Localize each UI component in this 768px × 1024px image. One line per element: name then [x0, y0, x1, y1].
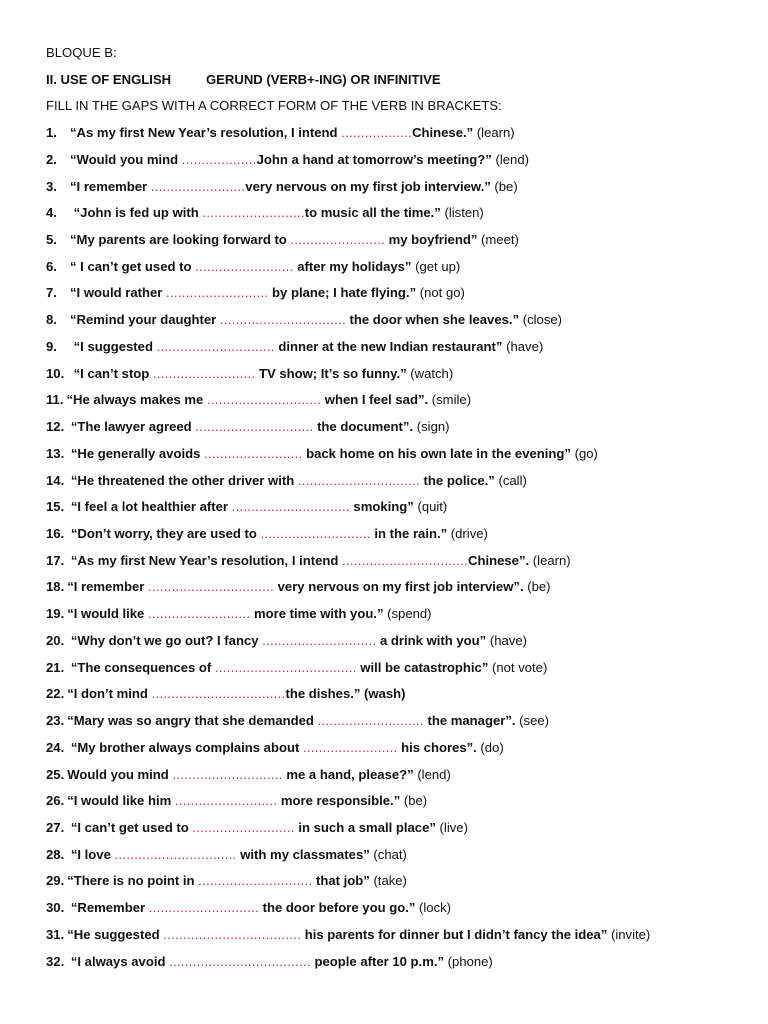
- verb-hint: (go): [570, 445, 598, 461]
- verb-hint: (smile): [428, 392, 472, 408]
- item-text-before-gap: “I suggested: [70, 338, 157, 354]
- item-text-before-gap: “Don’t worry, they are used to: [67, 526, 261, 541]
- verb-hint: (listen): [440, 205, 484, 221]
- verb-hint: (call): [494, 472, 527, 488]
- item-text-after-gap: more time with you.”: [250, 606, 384, 622]
- answer-gap[interactable]: ..........................: [192, 820, 295, 835]
- answer-gap[interactable]: .............................: [198, 873, 313, 889]
- verb-hint: (lend): [413, 766, 451, 782]
- item-text-after-gap: with my classmates”: [236, 846, 370, 862]
- item-number: 23.: [46, 713, 65, 729]
- exercise-item: [46, 686, 406, 702]
- item-text-after-gap: will be catastrophic”: [356, 659, 489, 675]
- item-number: 17.: [46, 552, 65, 568]
- item-text-before-gap: “I remember: [67, 579, 148, 595]
- section-title: II. USE OF ENGLISH: [46, 72, 172, 87]
- answer-gap[interactable]: ..........................: [147, 606, 251, 622]
- verb-hint: (be): [400, 793, 428, 809]
- answer-gap[interactable]: ..........................: [166, 285, 269, 301]
- answer-gap[interactable]: ..............................: [195, 419, 314, 434]
- exercise-item: [46, 125, 515, 141]
- exercise-item: [46, 820, 468, 836]
- exercise-item: [46, 152, 529, 168]
- answer-gap[interactable]: ...................................: [163, 926, 302, 942]
- answer-gap[interactable]: .............................: [262, 632, 377, 648]
- item-number: 6.: [46, 258, 57, 274]
- verb-hint: (invite): [607, 926, 651, 942]
- answer-gap[interactable]: ...................: [181, 151, 257, 167]
- item-text-after-gap: very nervous on my first job interview”.: [274, 579, 524, 595]
- exercise-item: [46, 873, 407, 889]
- verb-hint: (be): [523, 579, 551, 595]
- item-text-before-gap: “As my first New Year’s resolution, I intend: [67, 552, 343, 568]
- verb-hint: (close): [519, 312, 563, 328]
- exercise-item: [46, 419, 450, 435]
- answer-gap[interactable]: ............................: [148, 900, 259, 916]
- answer-gap[interactable]: ....................................: [169, 953, 311, 969]
- item-number: 30.: [46, 900, 65, 916]
- item-text-before-gap: “I don’t mind: [67, 686, 152, 702]
- answer-gap[interactable]: ............................: [172, 766, 283, 782]
- verb-hint: (learn): [529, 552, 571, 568]
- item-number: 10.: [46, 365, 65, 381]
- verb-hint: (have): [486, 632, 527, 648]
- block-heading: BLOQUE B:: [46, 45, 117, 60]
- topic-heading: GERUND (VERB+-ING) OR INFINITIVE: [206, 72, 441, 87]
- item-number: 12.: [46, 419, 65, 434]
- item-text-after-gap: my boyfriend”: [384, 231, 478, 247]
- item-text-before-gap: “The lawyer agreed: [67, 419, 196, 434]
- item-text-after-gap: his parents for dinner but I didn’t fancy the idea”: [301, 926, 608, 942]
- item-number: 11.: [46, 392, 64, 408]
- item-number: 5.: [46, 231, 57, 247]
- item-text-before-gap: “He generally avoids: [67, 445, 205, 461]
- item-text-after-gap: dinner at the new Indian restaurant”: [274, 338, 503, 354]
- answer-gap[interactable]: .............................: [206, 392, 322, 408]
- item-number: 22.: [46, 686, 65, 702]
- item-text-after-gap: a drink with you”: [376, 632, 487, 648]
- item-number: 7.: [46, 285, 57, 301]
- item-text-before-gap: “I can’t get used to: [67, 820, 193, 835]
- exercise-item: [46, 232, 519, 248]
- verb-hint: (spend): [383, 606, 432, 622]
- verb-hint: (take): [369, 873, 407, 889]
- item-text-before-gap: “I love: [67, 846, 115, 862]
- item-text-before-gap: “Remind your daughter: [70, 312, 220, 328]
- item-text-before-gap: “I would like him: [67, 793, 175, 809]
- item-text-before-gap: “My parents are looking forward to: [70, 231, 291, 247]
- item-number: 3.: [46, 178, 57, 194]
- item-text-after-gap: the dishes.” (wash): [285, 686, 406, 702]
- item-text-after-gap: me a hand, please?”: [282, 766, 414, 782]
- answer-gap[interactable]: ...........................: [317, 713, 424, 729]
- item-text-before-gap: “The consequences of: [67, 659, 215, 675]
- answer-gap[interactable]: ........................: [150, 178, 246, 194]
- item-number: 2.: [46, 151, 57, 167]
- item-text-before-gap: “He always makes me: [66, 392, 207, 408]
- item-text-after-gap: Chinese.”: [412, 125, 474, 140]
- answer-gap[interactable]: ...............................: [114, 846, 237, 862]
- verb-hint: (watch): [406, 365, 454, 381]
- answer-gap[interactable]: ..............................: [156, 338, 275, 354]
- item-text-after-gap: very nervous on my first job interview.”: [245, 178, 491, 194]
- item-number: 9.: [46, 338, 57, 354]
- exercise-item: [46, 499, 447, 515]
- answer-gap[interactable]: ...............................: [297, 472, 420, 488]
- item-text-after-gap: people after 10 p.m.”: [310, 953, 445, 969]
- item-number: 29.: [46, 873, 65, 889]
- verb-hint: (chat): [369, 846, 407, 862]
- verb-hint: (not vote): [488, 659, 548, 675]
- item-text-after-gap: in the rain.”: [370, 526, 448, 541]
- item-text-after-gap: to music all the time.”: [304, 205, 441, 221]
- verb-hint: (have): [502, 338, 544, 354]
- item-text-after-gap: by plane; I hate flying.”: [268, 285, 417, 301]
- item-text-before-gap: “John is fed up with: [70, 205, 203, 221]
- exercise-item: [46, 900, 451, 916]
- item-text-before-gap: “I can’t stop: [70, 365, 153, 381]
- verb-hint: (see): [515, 713, 550, 729]
- answer-gap[interactable]: ..........................: [174, 793, 278, 809]
- item-text-after-gap: his chores”.: [397, 739, 477, 755]
- answer-gap[interactable]: ....................................: [214, 659, 357, 675]
- answer-gap[interactable]: ........................: [290, 231, 385, 247]
- verb-hint: (be): [490, 178, 518, 194]
- exercise-item: [46, 713, 549, 729]
- item-number: 15.: [46, 499, 65, 515]
- item-number: 27.: [46, 820, 65, 835]
- item-number: 24.: [46, 739, 65, 755]
- item-text-before-gap: “I would like: [67, 606, 148, 622]
- exercise-item: [46, 205, 484, 221]
- answer-gap[interactable]: .........................: [204, 445, 303, 461]
- item-text-after-gap: John a hand at tomorrow’s meeting?”: [256, 151, 492, 167]
- verb-hint: (quit): [413, 499, 448, 515]
- item-number: 26.: [46, 793, 65, 809]
- item-text-before-gap: “I always avoid: [67, 953, 170, 969]
- verb-hint: (phone): [444, 953, 493, 969]
- verb-hint: (live): [435, 820, 468, 835]
- answer-gap[interactable]: ................................: [342, 552, 469, 568]
- exercise-item: [46, 366, 453, 382]
- item-text-before-gap: Would you mind: [67, 766, 173, 782]
- exercise-item: [46, 660, 547, 676]
- item-text-before-gap: “I feel a lot healthier after: [67, 499, 232, 515]
- exercise-item: [46, 285, 465, 301]
- exercise-item: [46, 847, 407, 863]
- item-text-before-gap: “Would you mind: [70, 151, 182, 167]
- item-text-after-gap: that job”: [312, 873, 370, 889]
- item-text-before-gap: “He threatened the other driver with: [67, 472, 298, 488]
- exercise-item: [46, 179, 518, 195]
- item-text-after-gap: after my holidays”: [293, 258, 412, 274]
- answer-gap[interactable]: ........................: [302, 739, 398, 755]
- answer-gap[interactable]: ..........................: [152, 365, 256, 381]
- item-text-before-gap: “Why don’t we go out? I fancy: [67, 632, 263, 648]
- item-text-before-gap: “As my first New Year’s resolution, I intend: [70, 125, 342, 140]
- item-text-after-gap: the door when she leaves.”: [345, 312, 520, 328]
- verb-hint: (lock): [415, 900, 452, 916]
- answer-gap[interactable]: ..................: [341, 125, 413, 140]
- exercise-item: [46, 526, 488, 542]
- answer-gap[interactable]: ................................: [147, 579, 274, 595]
- exercise-item: [46, 606, 432, 622]
- item-number: 25.: [46, 766, 65, 782]
- item-text-before-gap: “ I can’t get used to: [70, 258, 196, 274]
- answer-gap[interactable]: ..........................: [202, 205, 305, 221]
- item-text-before-gap: “I would rather: [70, 285, 167, 301]
- exercise-item: [46, 579, 551, 595]
- item-number: 16.: [46, 526, 65, 541]
- item-number: 4.: [46, 205, 57, 221]
- item-text-before-gap: “My brother always complains about: [67, 739, 303, 755]
- answer-gap[interactable]: ..................................: [151, 686, 286, 702]
- exercise-item: [46, 633, 527, 649]
- verb-hint: (do): [476, 739, 504, 755]
- answer-gap[interactable]: ..............................: [231, 499, 350, 515]
- verb-hint: (learn): [473, 125, 515, 140]
- instructions: FILL IN THE GAPS WITH A CORRECT FORM OF THE VERB IN BRACKETS:: [46, 98, 502, 113]
- item-text-after-gap: in such a small place”: [294, 820, 436, 835]
- item-number: 14.: [46, 472, 65, 488]
- exercise-item: [46, 793, 427, 809]
- item-number: 28.: [46, 846, 65, 862]
- verb-hint: (drive): [447, 526, 488, 541]
- answer-gap[interactable]: ............................: [260, 526, 371, 541]
- item-text-after-gap: more responsible.”: [277, 793, 401, 809]
- exercise-item: [46, 954, 493, 970]
- item-text-after-gap: the manager”.: [423, 713, 516, 729]
- item-text-before-gap: “Remember: [67, 900, 149, 916]
- exercise-item: [46, 392, 471, 408]
- item-number: 19.: [46, 606, 65, 622]
- answer-gap[interactable]: ................................: [219, 312, 346, 328]
- exercise-item: [46, 339, 543, 355]
- exercise-item: [46, 927, 650, 943]
- item-number: 18.: [46, 579, 65, 595]
- item-text-after-gap: TV show; It’s so funny.”: [255, 365, 407, 381]
- item-text-after-gap: back home on his own late in the evening”: [302, 445, 571, 461]
- item-text-before-gap: “He suggested: [67, 926, 164, 942]
- exercise-item: [46, 259, 460, 275]
- exercise-item: [46, 312, 562, 328]
- answer-gap[interactable]: .........................: [195, 258, 294, 274]
- verb-hint: (get up): [411, 258, 461, 274]
- item-text-after-gap: the document”.: [313, 419, 414, 434]
- item-text-after-gap: when I feel sad”.: [321, 392, 429, 408]
- verb-hint: (not go): [416, 285, 465, 301]
- item-text-after-gap: the police.”: [419, 472, 495, 488]
- exercise-item: [46, 473, 527, 489]
- verb-hint: (sign): [413, 419, 450, 434]
- item-text-before-gap: “There is no point in: [67, 873, 199, 889]
- item-number: 21.: [46, 659, 65, 675]
- exercise-item: [46, 767, 451, 783]
- verb-hint: (lend): [491, 151, 529, 167]
- item-text-before-gap: “Mary was so angry that she demanded: [67, 713, 318, 729]
- item-number: 8.: [46, 312, 57, 328]
- exercise-item: [46, 553, 571, 569]
- exercise-item: [46, 740, 504, 756]
- item-number: 13.: [46, 445, 65, 461]
- item-text-after-gap: the door before you go.”: [258, 900, 416, 916]
- exercise-item: [46, 446, 598, 462]
- verb-hint: (meet): [477, 231, 519, 247]
- item-number: 1.: [46, 125, 57, 140]
- item-number: 20.: [46, 632, 65, 648]
- section-heading: [46, 72, 171, 88]
- item-text-before-gap: “I remember: [70, 178, 151, 194]
- item-text-after-gap: smoking”: [349, 499, 414, 515]
- item-number: 31.: [46, 926, 65, 942]
- item-text-after-gap: Chinese”.: [468, 552, 530, 568]
- item-number: 32.: [46, 953, 65, 969]
